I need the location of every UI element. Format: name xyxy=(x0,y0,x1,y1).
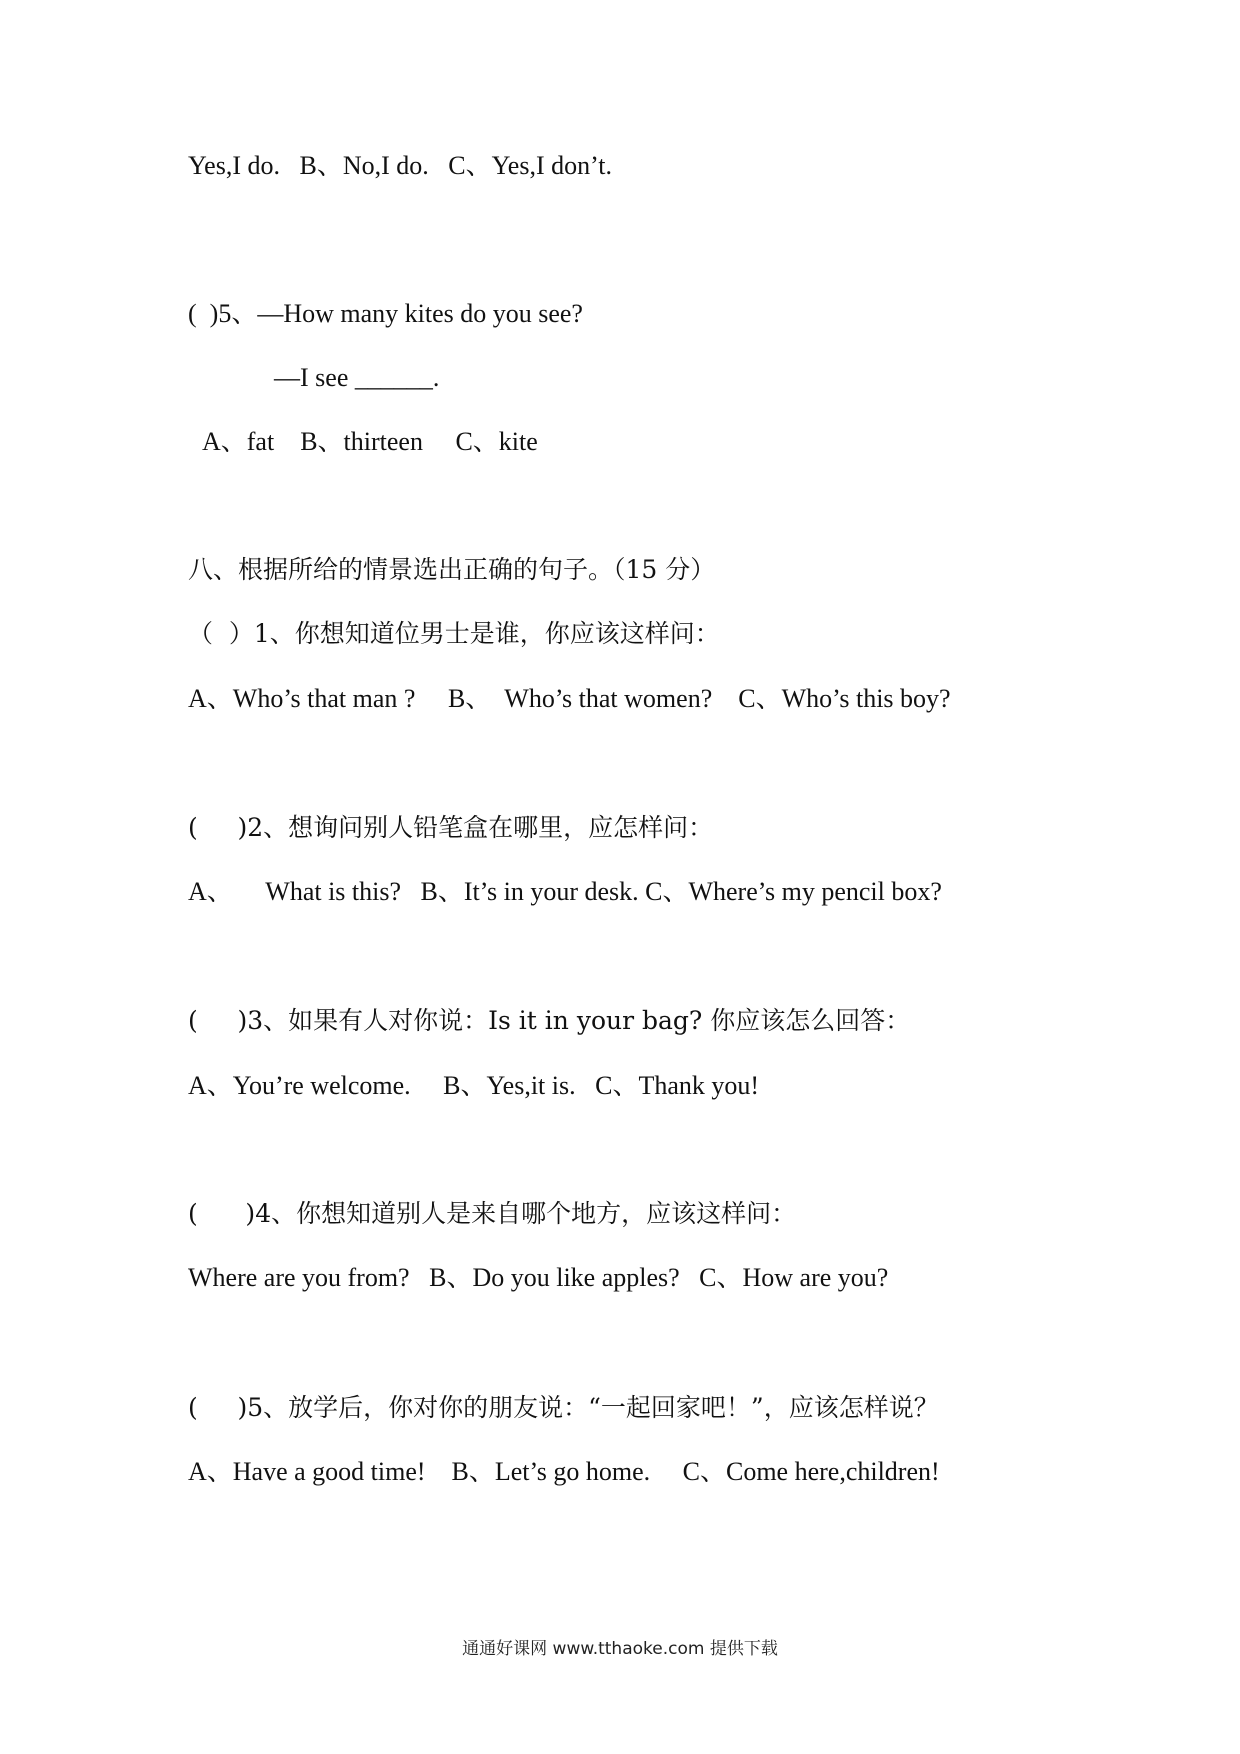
s8-q4-question: ( )4、你想知道别人是来自哪个地方，应该这样问： xyxy=(188,1199,797,1228)
s8-q5-question: ( )5、放学后，你对你的朋友说：“一起回家吧！”，应该怎样说？ xyxy=(188,1393,939,1422)
s8-q3-question: ( )3、如果有人对你说：Is it in your bag? 你应该怎么回答： xyxy=(188,1006,911,1035)
s8-q4-options: Where are you from? B、Do you like apples? C、How are you? xyxy=(188,1263,889,1292)
s8-q2-options: A、 What is this? B、It’s in your desk. C、Where’s my pencil box? xyxy=(188,877,942,906)
s8-q2-question: ( )2、想询问别人铅笔盒在哪里，应怎样问： xyxy=(188,813,714,842)
q5-question: ( )5、—How many kites do you see? xyxy=(188,299,583,328)
page-footer: 通通好课网 www.tthaoke.com 提供下载 xyxy=(462,1639,778,1659)
section-8-heading: 八、根据所给的情景选出正确的句子。（15 分） xyxy=(188,555,716,584)
s8-q3-options: A、You’re welcome. B、Yes,it is. C、Thank you! xyxy=(188,1071,760,1100)
s8-q5-options: A、Have a good time! B、Let’s go home. C、Come here,children! xyxy=(188,1457,940,1486)
q5-options: A、fat B、thirteen C、kite xyxy=(202,427,538,456)
q5-answer-blank: —I see ______. xyxy=(274,363,440,392)
s8-q1-options: A、Who’s that man ? B、 Who’s that women? C、Who’s this boy? xyxy=(188,684,951,713)
q4-options: Yes,I do. B、No,I do. C、Yes,I don’t. xyxy=(188,151,613,180)
s8-q1-question: （ ）1、你想知道位男士是谁，你应该这样问： xyxy=(188,619,720,648)
